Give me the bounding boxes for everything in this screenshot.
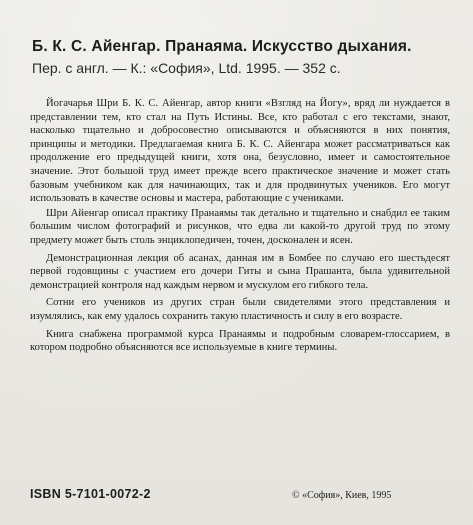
footer — [30, 487, 450, 507]
paragraph-practice: Шри Айенгар описал практику Пранаямы так детально и тщательно и снабдил ее таким большим числом фотографий и рисунков, что едва ли какой-то другой труд по этому предмету может быть столь энциклопедичен, точен, досконален и ясен. — [30, 207, 450, 246]
paragraph-students: Сотни его учеников из других стран были свидетелями этого представления и изумлялись, как ему удалось сохранить такую пластичность и силу в его возрасте. — [30, 297, 450, 322]
publication-info: Пер. с англ. — К.: «София», Ltd. 1995. — 352 с. — [32, 60, 341, 76]
copyright-notice: © «София», Киев, 1995 — [292, 490, 392, 501]
paragraph-glossary: Книга снабжена программой курса Пранаямы и подробным словарем-глоссарием, в котором подробно объясняются все используемые в книге термины. — [30, 328, 450, 354]
paragraph-lecture: Демонстрационная лекция об асанах, данная им в Бомбее по случаю его шестьдесят первой годовщины с участием его дочери Гиты и сына Прашанта, была удивительной демонстрацией контроля над каждым нервом и мускулом его гибкого тела. — [30, 252, 450, 291]
book-title: Б. К. С. Айенгар. Пранаяма. Искусство дыхания. — [32, 38, 412, 55]
header — [32, 38, 452, 76]
isbn: ISBN 5-7101-0072-2 — [30, 487, 151, 501]
paragraph-intro: Йогачарья Шри Б. К. С. Айенгар, автор книги «Взгляд на Йогу», вряд ли нуждается в представлении тем, кто стал на Путь Истины. Все, кто работал с его текстами, знают, насколько тщательно и добросовестно описываются и объясняются в них понятия, принципы и методики. Предлагаемая книга Б. К. С. Айенгара может рассматриваться как продолжение его предыдущей книги, хотя она, безусловно, имеет и самостоятельное значение. Этот большой труд имеет прежде всего практическое значение и может стать базовым учебником как для начинающих, так и для продвинутых учеников. Его могут использовать в качестве основы и мастера, работающие с учениками. — [30, 98, 450, 205]
annotation-text — [30, 97, 450, 356]
